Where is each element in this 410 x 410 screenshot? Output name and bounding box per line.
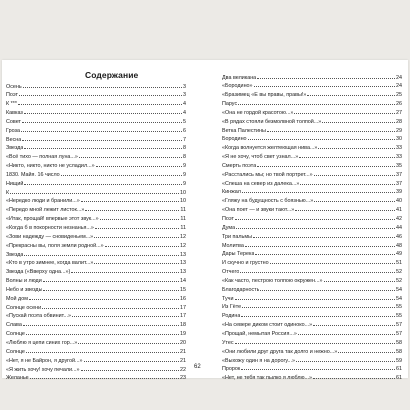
toc-entry-title: Звезда — [6, 145, 24, 152]
dot-leader — [242, 192, 395, 193]
toc-entry — [6, 339, 186, 348]
dot-leader — [23, 325, 179, 326]
toc-entry-title: «Нет, я не Байрон, я другой...» — [6, 357, 83, 364]
toc-entry-title: Звезда — [6, 251, 24, 258]
toc-entry — [6, 109, 186, 118]
dot-leader — [24, 148, 182, 149]
toc-entry-page: 41 — [396, 207, 402, 214]
toc-entry-title: Поэт — [6, 92, 18, 99]
dot-leader — [26, 352, 179, 353]
toc-entry-title: «Они любили друг друга так долго и нежно...» — [222, 348, 338, 355]
toc-entry-title: Слава — [6, 322, 22, 329]
toc-entry — [6, 233, 186, 242]
dot-leader — [300, 184, 395, 185]
dot-leader — [318, 148, 395, 149]
toc-entry — [6, 357, 186, 366]
toc-entry-title: «Кто в утро зимнее, когда валит...» — [6, 260, 94, 267]
dot-leader — [235, 299, 395, 300]
toc-entry — [6, 242, 186, 251]
toc-entry-title: «Итак, прощай! впервые этот звук...» — [6, 216, 99, 223]
dot-leader — [84, 361, 179, 362]
toc-entry — [222, 268, 402, 277]
dot-leader — [241, 369, 395, 370]
toc-entry-page: 4 — [183, 110, 186, 117]
dot-leader — [22, 140, 182, 141]
toc-entry-page: 37 — [396, 171, 402, 178]
toc-entry-title: Пророк — [222, 366, 241, 373]
toc-entry — [222, 286, 402, 295]
toc-entry-title: «Когда волнуется желтеющая нива...» — [222, 145, 318, 152]
toc-entry-page: 17 — [180, 313, 186, 320]
toc-entry — [6, 304, 186, 313]
dot-leader — [78, 343, 179, 344]
dot-leader — [248, 139, 395, 140]
dot-leader — [267, 131, 395, 132]
toc-entry — [222, 74, 402, 83]
toc-entry-page: 12 — [180, 233, 186, 240]
dot-leader — [295, 210, 395, 211]
toc-entry-page: 5 — [183, 118, 186, 125]
dot-leader — [236, 228, 395, 229]
dot-leader — [19, 95, 182, 96]
toc-entry — [6, 215, 186, 224]
toc-entry — [6, 374, 186, 383]
toc-entry — [6, 153, 186, 162]
toc-entry — [6, 91, 186, 100]
toc-entry-page: 9 — [183, 163, 186, 170]
toc-entry — [6, 268, 186, 277]
toc-entry-title: Утес — [222, 339, 234, 346]
dot-leader — [24, 255, 179, 256]
toc-entry-page: 27 — [396, 109, 402, 116]
toc-entry — [6, 321, 186, 330]
toc-entry-page: 23 — [180, 375, 186, 382]
dot-leader — [24, 113, 182, 114]
toc-entry — [222, 188, 402, 197]
toc-entry-title: Небо и звезды — [6, 286, 43, 293]
toc-entry-page: 22 — [180, 366, 186, 373]
toc-entry — [6, 162, 186, 171]
toc-entry-page: 24 — [396, 74, 402, 81]
toc-entry-page: 9 — [183, 180, 186, 187]
toc-entry — [222, 303, 402, 312]
toc-left-column — [6, 83, 186, 384]
toc-entry-title: «Бразимец «Е вы правы, правы!» — [222, 92, 307, 99]
toc-entry-page: 49 — [396, 251, 402, 258]
toc-entry — [6, 100, 186, 109]
toc-entry — [6, 286, 186, 295]
toc-entry-page: 18 — [180, 322, 186, 329]
toc-entry — [222, 91, 402, 100]
toc-entry-title: Отчего — [222, 269, 240, 276]
toc-entry — [6, 330, 186, 339]
dot-leader — [81, 201, 179, 202]
dot-leader — [235, 219, 395, 220]
dot-leader — [94, 237, 179, 238]
dot-leader — [100, 219, 180, 220]
toc-entry-title: Благодарность — [222, 286, 260, 293]
dot-leader — [30, 378, 179, 379]
toc-entry-page: 20 — [180, 339, 186, 346]
toc-entry — [222, 215, 402, 224]
toc-entry-title: Из Гёте — [222, 304, 242, 311]
toc-entry-title: Волны и люди — [6, 278, 42, 285]
toc-entry-page: 52 — [396, 269, 402, 276]
dot-leader — [322, 122, 395, 123]
toc-entry-title: «Пускай поэта обвинит...» — [6, 313, 71, 320]
toc-entry-page: 44 — [396, 224, 402, 231]
toc-entry — [222, 162, 402, 171]
toc-entry-page: 15 — [180, 286, 186, 293]
toc-entry-title: «Бородино» — [222, 83, 253, 90]
toc-entry-title: Кинжал — [222, 189, 241, 196]
toc-entry-page: 11 — [180, 225, 186, 231]
toc-entry-page: 42 — [396, 216, 402, 222]
toc-entry-page: 58 — [396, 339, 402, 346]
toc-entry-page: 55 — [396, 313, 402, 320]
toc-entry-title: Осень — [6, 83, 22, 90]
dot-leader — [72, 316, 179, 317]
toc-entry-page: 48 — [396, 242, 402, 249]
toc-entry — [222, 171, 402, 180]
dot-leader — [21, 131, 182, 132]
toc-entry-title: «Люблю я цепи синих гор...» — [6, 339, 78, 346]
dot-leader — [255, 254, 395, 255]
toc-entry — [6, 171, 186, 180]
toc-entry-page: 57 — [396, 330, 402, 337]
dot-leader — [96, 166, 182, 167]
toc-entry-page: 24 — [396, 83, 402, 90]
toc-entry — [222, 180, 402, 189]
toc-entry — [222, 259, 402, 268]
toc-entry-title: «Нет, не тебя так пылко я люблю...» — [222, 375, 313, 382]
toc-entry-title: Поэт — [222, 216, 234, 222]
toc-entry-page: 54 — [396, 295, 402, 302]
toc-entry — [6, 206, 186, 215]
dot-leader — [24, 184, 182, 185]
toc-entry — [6, 180, 186, 189]
dot-leader — [43, 290, 179, 291]
toc-entry-title: И скучно и грустно — [222, 260, 269, 267]
toc-entry-title: Мой дом — [6, 295, 28, 302]
toc-entry-page: 26 — [396, 101, 402, 108]
toc-entry-page: 9 — [183, 171, 186, 178]
toc-entry-page: 33 — [396, 145, 402, 152]
toc-entry — [222, 118, 402, 127]
toc-entry — [222, 197, 402, 206]
toc-entry-page: 46 — [396, 233, 402, 240]
toc-entry-page: 10 — [180, 198, 186, 205]
toc-entry-title: Звезда («Вверху одна...») — [6, 269, 71, 276]
toc-entry — [222, 339, 402, 348]
toc-entry — [222, 277, 402, 286]
toc-entry — [6, 277, 186, 286]
toc-entry-title: Парус — [222, 101, 238, 108]
toc-entry-title: Весна — [6, 136, 22, 143]
toc-entry-page: 3 — [183, 83, 186, 90]
toc-entry-title: Бородино — [222, 136, 247, 143]
dot-leader — [235, 343, 395, 344]
toc-entry-title: «Когда б в покорности незнанья...» — [6, 225, 94, 231]
toc-entry-page: 13 — [180, 260, 186, 267]
toc-entry-page: 6 — [183, 127, 186, 134]
page-title: Содержание — [85, 70, 139, 80]
toc-entry-title: «Я жить хочу! хочу печали...» — [6, 366, 80, 373]
toc-entry-title: Кавказ — [6, 110, 23, 117]
toc-entry — [6, 189, 186, 198]
dot-leader — [10, 193, 179, 194]
dot-leader — [43, 281, 179, 282]
toc-entry — [6, 251, 186, 260]
toc-entry-title: Родина — [222, 313, 241, 320]
toc-entry-title: Совет — [6, 118, 21, 125]
toc-entry-title: «Прощай, немытая Россия...» — [222, 330, 297, 337]
dot-leader — [22, 122, 182, 123]
toc-entry-title: «Выхожу один я на дорогу...» — [222, 357, 296, 364]
toc-entry-title: «На севере диком стоит одиноко...» — [222, 322, 313, 329]
toc-entry — [222, 144, 402, 153]
toc-entry-title: «Гляжу на будущность с боязнью...» — [222, 198, 314, 205]
toc-entry-page: 11 — [180, 216, 186, 223]
toc-entry-page: 35 — [396, 162, 402, 169]
toc-entry-page: 52 — [396, 277, 402, 284]
toc-entry-page: 13 — [180, 251, 186, 258]
dot-leader — [298, 334, 395, 335]
toc-entry-title: Молитва — [222, 242, 244, 249]
toc-entry-title: Солнце — [6, 331, 25, 338]
toc-entry-page: 28 — [396, 118, 402, 125]
toc-entry — [222, 374, 402, 383]
toc-entry-title: Три пальмы — [222, 233, 252, 240]
toc-entry-page: 4 — [183, 101, 186, 108]
toc-entry-title: Дума — [222, 224, 236, 231]
toc-entry-title: «Зови надежду — сновиденьем...» — [6, 233, 94, 240]
toc-entry — [222, 224, 402, 233]
dot-leader — [314, 201, 395, 202]
toc-entry-page: 51 — [396, 260, 402, 267]
toc-entry-title: Дары Терека — [222, 251, 255, 258]
toc-entry-page: 57 — [396, 322, 402, 329]
toc-entry — [222, 242, 402, 251]
toc-entry — [222, 135, 402, 144]
toc-entry-title: «Всё тихо — полная луна...» — [6, 154, 78, 161]
toc-entry — [6, 348, 186, 357]
dot-leader — [23, 87, 182, 88]
toc-right-column — [222, 74, 402, 384]
toc-entry-title: Желанье — [6, 375, 29, 382]
dot-leader — [253, 237, 395, 238]
dot-leader — [18, 104, 182, 105]
dot-leader — [254, 86, 395, 87]
toc-entry-page: 13 — [180, 269, 186, 276]
toc-entry — [222, 127, 402, 136]
toc-entry-page: 37 — [396, 180, 402, 187]
dot-leader — [242, 307, 395, 308]
dot-leader — [299, 157, 395, 158]
dot-leader — [42, 308, 179, 309]
toc-entry-title: «Нередко люди и бранили...» — [6, 198, 80, 205]
toc-entry-title: Два великана — [222, 74, 257, 81]
toc-entry-page: 40 — [396, 198, 402, 205]
toc-entry-page: 7 — [183, 136, 186, 143]
toc-entry — [6, 259, 186, 268]
toc-entry — [222, 365, 402, 374]
dot-leader — [71, 272, 179, 273]
toc-entry — [6, 312, 186, 321]
toc-entry-page: 8 — [183, 145, 186, 152]
toc-entry — [222, 153, 402, 162]
toc-entry — [6, 197, 186, 206]
toc-entry-page: 61 — [396, 375, 402, 382]
toc-entry — [6, 144, 186, 153]
toc-entry-title: Смерть поэта — [222, 162, 257, 169]
toc-entry — [222, 295, 402, 304]
toc-entry-page: 29 — [396, 127, 402, 134]
toc-entry-page: 59 — [396, 357, 402, 364]
toc-entry — [6, 83, 186, 92]
page-number: 62 — [194, 364, 201, 370]
toc-entry-title: Ветка Палестины — [222, 127, 266, 134]
toc-entry-title: «Я не хочу, чтоб свет узнал...» — [222, 154, 299, 161]
dot-leader — [245, 246, 395, 247]
toc-entry-title: «Прекрасны вы, поля земли родной...» — [6, 242, 104, 249]
dot-leader — [314, 175, 395, 176]
dot-leader — [79, 157, 182, 158]
toc-entry-title: «Никто, никто, никто не усладил...» — [6, 163, 95, 170]
toc-entry-title: Нищий — [6, 180, 24, 187]
toc-entry-page: 33 — [396, 154, 402, 161]
dot-leader — [257, 78, 395, 79]
toc-entry-page: 21 — [180, 348, 186, 355]
toc-entry-page: 12 — [180, 242, 186, 249]
dot-leader — [240, 272, 395, 273]
toc-entry-page: 8 — [183, 154, 186, 161]
toc-entry-title: К *** — [6, 101, 17, 108]
dot-leader — [307, 95, 395, 96]
toc-entry — [222, 321, 402, 330]
toc-entry-title: К — [6, 189, 10, 196]
dot-leader — [29, 299, 179, 300]
dot-leader — [95, 228, 179, 229]
toc-entry-title: Гроза — [6, 127, 21, 134]
toc-entry — [222, 100, 402, 109]
toc-entry-title: «Спеша на север из далека...» — [222, 180, 300, 187]
toc-entry-title: «Расстались мы; но твой портрет...» — [222, 171, 313, 178]
toc-entry — [6, 224, 186, 233]
toc-entry-page: 3 — [183, 92, 186, 99]
toc-entry — [6, 366, 186, 375]
toc-entry-page: 58 — [396, 348, 402, 355]
dot-leader — [94, 263, 179, 264]
toc-entry-page: 21 — [180, 357, 186, 364]
toc-entry-title: «Она поет — и звуки тают...» — [222, 207, 295, 214]
dot-leader — [61, 175, 182, 176]
toc-entry — [222, 348, 402, 357]
toc-entry-title: Солнце — [6, 348, 25, 355]
toc-entry-page: 61 — [396, 366, 402, 373]
toc-entry-page: 17 — [180, 304, 186, 311]
toc-entry-page: 14 — [180, 278, 186, 285]
toc-entry-page: 39 — [396, 189, 402, 196]
dot-leader — [85, 210, 179, 211]
toc-entry-title: «В рядах стояли безмолвной толпой...» — [222, 118, 322, 125]
toc-entry — [222, 250, 402, 259]
dot-leader — [260, 290, 395, 291]
dot-leader — [26, 334, 179, 335]
toc-entry-title: «Как часто, пестрою толпою окружен...» — [222, 277, 323, 284]
toc-entry-title: 1830. Майя. 16 число — [6, 171, 60, 178]
dot-leader — [238, 104, 395, 105]
toc-entry — [222, 206, 402, 215]
dot-leader — [324, 281, 395, 282]
dot-leader — [313, 378, 395, 379]
toc-entry — [6, 127, 186, 136]
toc-entry — [222, 233, 402, 242]
toc-entry-page: 19 — [180, 331, 186, 338]
dot-leader — [81, 370, 179, 371]
toc-entry — [222, 109, 402, 118]
dot-leader — [338, 352, 395, 353]
toc-entry-page: 54 — [396, 286, 402, 293]
toc-entry-page: 30 — [396, 136, 402, 143]
toc-entry — [222, 82, 402, 91]
toc-entry-title: Солнце осени — [6, 304, 42, 311]
toc-entry-page: 10 — [180, 189, 186, 196]
dot-leader — [241, 316, 395, 317]
toc-entry-page: 16 — [180, 295, 186, 302]
toc-entry — [6, 295, 186, 304]
toc-entry — [6, 136, 186, 145]
toc-entry-title: «Передо мной лежит листок...» — [6, 207, 85, 214]
toc-entry-title: «Она не гордой красотою...» — [222, 109, 294, 116]
dot-leader — [270, 263, 395, 264]
dot-leader — [257, 166, 395, 167]
toc-entry-page: 25 — [396, 92, 402, 99]
toc-entry-page: 55 — [396, 304, 402, 311]
toc-entry — [222, 330, 402, 339]
dot-leader — [294, 113, 395, 114]
toc-entry-page: 11 — [180, 207, 186, 214]
toc-entry-title: Тучи — [222, 295, 234, 302]
toc-entry — [222, 357, 402, 366]
dot-leader — [313, 325, 395, 326]
toc-entry — [222, 312, 402, 321]
toc-entry — [6, 118, 186, 127]
dot-leader — [105, 246, 179, 247]
dot-leader — [296, 361, 395, 362]
